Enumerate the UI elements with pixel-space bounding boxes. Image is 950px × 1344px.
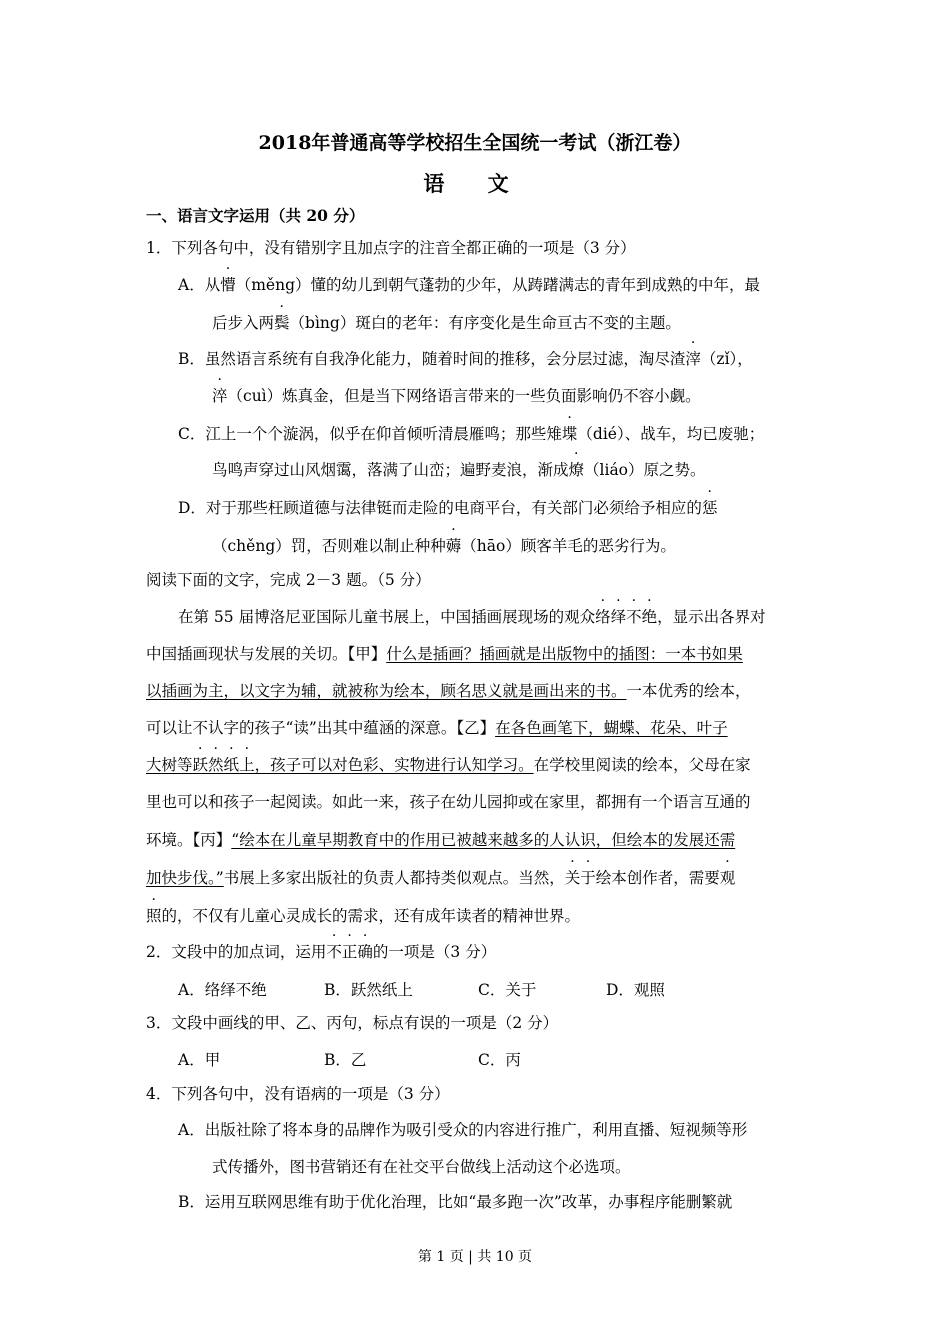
dotted-phrase: [565, 869, 596, 887]
text: 2．文段中的加点词，运用: [146, 943, 327, 961]
dotted-char: 淬: [212, 387, 228, 405]
passage-line6: 里也可以和孩子一起阅读。如此一来，孩子在幼儿园抑或在家里，都拥有一个语言互通的: [146, 793, 751, 811]
dotted-char: 跃: [192, 756, 209, 774]
text: 的一项是（3 分）: [372, 943, 497, 961]
dotted-char: 不: [626, 608, 642, 626]
q4-option-b-line1: B．运用互联网思维有助于优化治理，比如“最多跑一次”改革，办事程序能删繁就: [178, 1193, 733, 1211]
passage-line3: [146, 681, 751, 701]
q1-option-c-line1: [178, 424, 764, 444]
dotted-char: 薅: [445, 537, 462, 555]
dotted-char: 燎: [568, 461, 585, 479]
q2-option-d: D．观照: [606, 981, 665, 999]
q3-option-a: A．甲: [178, 1051, 221, 1069]
dotted-char: 观: [719, 869, 736, 887]
dotted-char: 惩: [701, 499, 718, 517]
passage-line4: [146, 718, 728, 738]
text: 环境。【丙】: [146, 831, 232, 849]
q4-stem: 4．下列各句中，没有语病的一项是（3 分）: [146, 1085, 450, 1103]
text: （liáo）原之势。: [584, 461, 706, 479]
q3-option-b: B．乙: [324, 1051, 367, 1069]
q1-option-b-line1: [178, 349, 753, 369]
text: （dié）、战车，均已废驰；: [577, 425, 765, 443]
q1-option-d-line2: [212, 536, 676, 556]
reading-intro: 阅读下面的文字，完成 2－3 题。（5 分）: [146, 571, 431, 589]
q1-option-c-line2: [212, 460, 706, 480]
q2-option-b: B．跃然纸上: [324, 981, 413, 999]
passage-line8: [146, 868, 735, 888]
text: 书展上多家出版社的负责人都持类似观点。当然，: [223, 869, 565, 887]
text: 鸟鸣声穿过山风烟霭，落满了山峦；遍野麦浪，渐成: [212, 461, 569, 479]
dotted-char: 于: [580, 869, 596, 887]
q1-option-a-line2: [212, 313, 681, 333]
q1-option-b-line2: [212, 386, 701, 406]
section-heading: 一、语言文字运用（共 20 分）: [146, 206, 365, 225]
dotted-char: 鬓: [274, 314, 290, 332]
text: （bìng）斑白的老年：有序变化是生命亘古不变的主题。: [289, 314, 681, 332]
text: 绘本创作者，需要: [595, 869, 720, 887]
q2-option-c: C．关于: [478, 981, 537, 999]
passage-line5: [146, 755, 751, 775]
dotted-char: 照: [146, 907, 162, 925]
text: 一本优秀的绘本，: [626, 682, 751, 700]
dotted-char: 然: [208, 756, 224, 774]
dotted-char: 绎: [610, 608, 627, 626]
passage-line2: [146, 644, 743, 664]
subject-heading: 语 文: [423, 171, 527, 196]
dotted-char: 滓: [685, 350, 701, 368]
dotted-char: 正: [341, 943, 358, 961]
passage-line9: [146, 906, 580, 926]
dotted-phrase: [595, 608, 657, 626]
q3-option-c: C．丙: [478, 1051, 521, 1069]
underlined-sentence-yi: 大树等: [146, 756, 193, 774]
page-footer: 第 1 页 | 共 10 页: [417, 1249, 533, 1265]
text: 可以让不认字的孩子“读”出其中蕴涵的深意。【乙】: [146, 719, 496, 737]
q1-stem: 1．下列各句中，没有错别字且加点字的注音全都正确的一项是（3 分）: [146, 239, 636, 257]
dotted-char: 堞: [561, 425, 578, 443]
dotted-char: 上: [239, 756, 255, 774]
text: ，显示出各界对: [657, 608, 766, 626]
text: 后步入两: [212, 314, 275, 332]
text: C．江上一个个漩涡，似乎在仰首倾听清晨雁鸣；那些雉: [178, 425, 562, 443]
text: D．对于那些枉顾道德与法律铤而走险的电商平台，有关部门必须给予相应的: [178, 499, 702, 517]
dotted-phrase: [326, 943, 373, 961]
text: 的，不仅有儿童心灵成长的需求，还有成年读者的精神世界。: [161, 907, 581, 925]
passage-line1: [178, 607, 766, 627]
underlined-sentence-bing: “绘本在儿童早期教育中的作用已被越来越多的人认识，但绘本的发展还需: [231, 831, 736, 849]
q3-stem: 3．文段中画线的甲、乙、丙句，标点有误的一项是（2 分）: [146, 1014, 559, 1032]
q2-option-a: A．络绎不绝: [178, 981, 267, 999]
dotted-char: 不: [326, 943, 342, 961]
dotted-phrase: [193, 756, 255, 774]
underlined-sentence-yi: 在各色画笔下，蝴蝶、花朵、叶子: [495, 719, 728, 737]
text: 在第 55 届博洛尼亚国际儿童书展上，中国插画展现场的观众: [178, 608, 596, 626]
dotted-char: 络: [595, 608, 611, 626]
text: （cuì）炼真金，但是当下网络语言带来的一些负面影响仍不容小觑。: [227, 387, 701, 405]
underlined-sentence-jia: 什么是插画？插画就是出版物中的插图：一本书如果: [386, 645, 743, 663]
passage-line7: [146, 830, 735, 850]
dotted-char: 绝: [641, 608, 658, 626]
dotted-char: 懵: [220, 276, 236, 294]
q4-option-a-line1: A．出版社除了将本身的品牌作为吸引受众的内容进行推广，利用直播、短视频等形: [178, 1121, 748, 1139]
dotted-char: 确: [357, 943, 373, 961]
dotted-char: 纸: [223, 756, 240, 774]
q1-option-a-line1: [178, 275, 760, 295]
underlined-sentence-yi: ，孩子可以对色彩、实物进行认知学习。: [254, 756, 534, 774]
exam-title: 2018年普通高等学校招生全国统一考试（浙江卷）: [258, 132, 692, 154]
text: （hāo）顾客羊毛的恶劣行为。: [461, 537, 676, 555]
text: （zǐ），: [700, 350, 753, 368]
underlined-sentence-bing: 加快步伐。”: [146, 869, 224, 887]
text: B．虽然语言系统有自我净化能力，随着时间的推移，会分层过滤，淘尽渣: [178, 350, 686, 368]
q1-option-d-line1: [178, 498, 717, 518]
underlined-sentence-jia: 以插画为主，以文字为辅，就被称为绘本，顾名思义就是画出来的书。: [146, 682, 627, 700]
text: 在学校里阅读的绘本，父母在家: [533, 756, 751, 774]
text: A．从: [178, 276, 221, 294]
text: （měng）懂的幼儿到朝气蓬勃的少年，从踌躇满志的青年到成熟的中年，最: [235, 276, 760, 294]
q2-stem: [146, 942, 496, 962]
text: （chěng）罚，否则难以制止种种: [212, 537, 446, 555]
text: 中国插画现状与发展的关切。【甲】: [146, 645, 387, 663]
dotted-char: 关: [564, 869, 581, 887]
q4-option-a-line2: 式传播外，图书营销还有在社交平台做线上活动这个必选项。: [212, 1158, 631, 1176]
